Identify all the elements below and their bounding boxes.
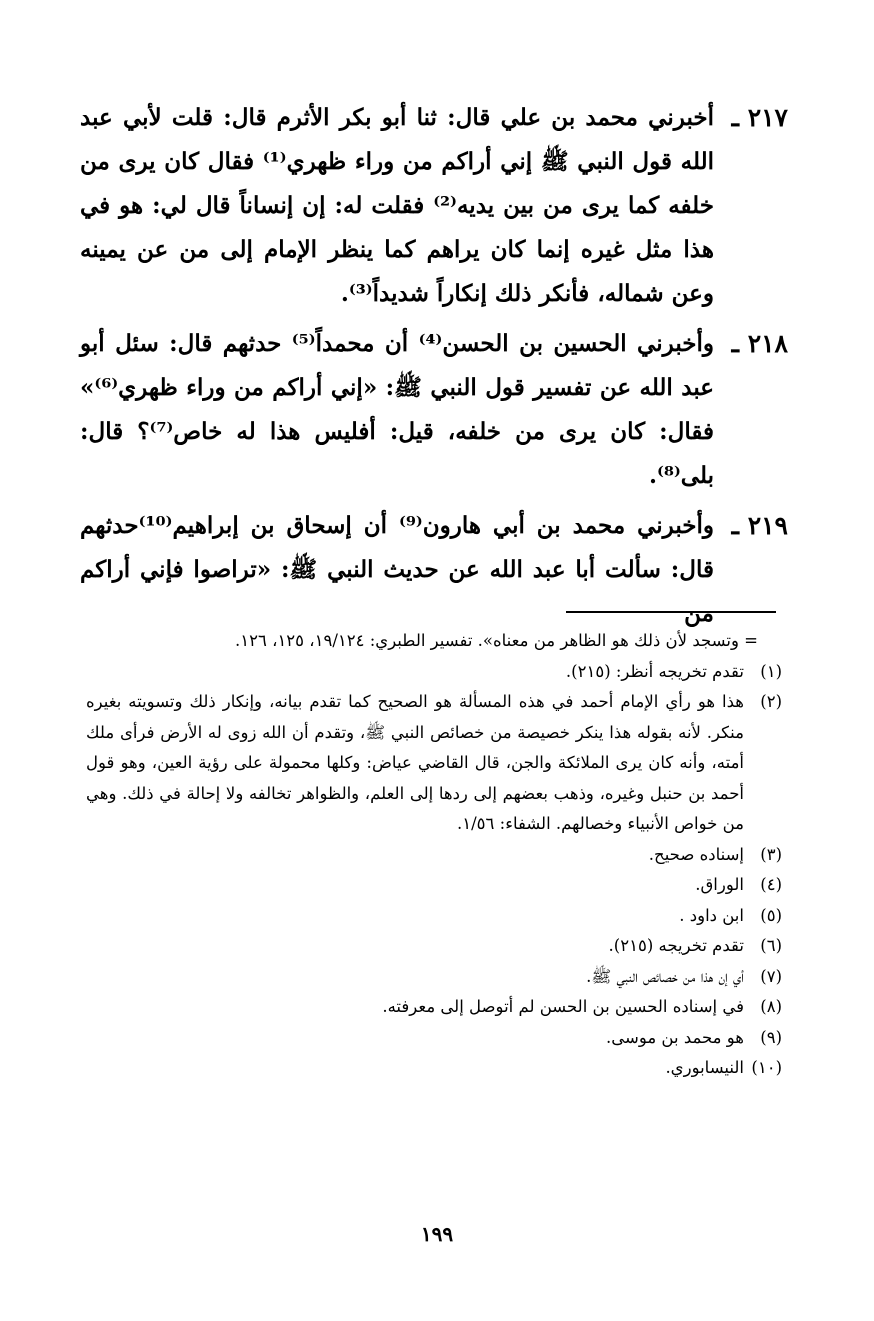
footnote-number: (٤) (760, 875, 782, 894)
footnote-number: (١) (760, 661, 782, 681)
entry-217 (80, 96, 788, 316)
entry-text: أخبرني محمد بن علي قال: ثنا أبو بكر الأثرم قال: قلت لأبي عبد الله قول النبي ﷺ إني أراكم من وراء ظهري⁽¹⁾ فقال كان يرى من خلفه كما يرى من بين يديه⁽²⁾ فقلت له: إن إنساناً قال لي: هو في هذا مثل غيره إنما كان يراهم كما ينظر الإمام إلى من عن يمينه وعن شماله، فأنكر ذلك إنكاراً شديداً⁽³⁾. (80, 104, 715, 307)
footnote-text: إسناده صحيح. (648, 844, 744, 864)
footnote-number: (٢) (760, 692, 782, 711)
footnote-number: (١٠) (751, 1058, 782, 1077)
footnotes (86, 626, 782, 1084)
footnote (86, 870, 782, 901)
footnote-number: (٥) (760, 905, 782, 925)
footnote-text: هو محمد بن موسى. (606, 1027, 744, 1047)
footnote-text: أي إن هذا من خصائص النبي ﷺ. (586, 966, 744, 986)
page-number: ١٩٩ (420, 1222, 454, 1246)
entry-number: ٢١٧ ـ (731, 103, 788, 132)
footnote (86, 840, 782, 871)
footnote-number: (٨) (760, 997, 782, 1016)
footnote-text: هذا هو رأي الإمام أحمد في هذه المسألة هو الصحيح كما تقدم بيانه، وإنكار ذلك وتسويته بغيره منكر. لأنه بقوله هذا ينكر خصيصة من خصائص النبي ﷺ، وتقدم أن الله زوى له الأرض فرأى ملك أمته، وأنه كان يرى الملائكة والجن، قال القاضي عياض: وكلها محمولة على رؤية العين، وهو قول أحمد بن حنبل وغيره، وذهب بعضهم إلى ردها إلى العلم، والظواهر تخالفه ولا إحالة في ذلك. وهي من خواص الأنبياء وخصالهم. الشفاء: ١/٥٦. (86, 692, 744, 833)
footnote-continuation: = وتسجد لأن ذلك هو الظاهر من معناه». تفسير الطبري: ١٩/١٢٤، ١٢٥، ١٢٦. (235, 631, 758, 650)
footnote-text: في إسناده الحسين بن الحسن لم أتوصل إلى معرفته. (382, 997, 744, 1016)
main-text (80, 96, 788, 642)
entry-number: ٢١٨ ـ (731, 329, 788, 358)
footnote (86, 1053, 782, 1084)
footnote (86, 962, 782, 993)
footnote-text: تقدم تخريجه (٢١٥). (608, 936, 744, 955)
footnote-text: ابن داود . (679, 905, 744, 925)
footnote-number: (٦) (760, 936, 782, 955)
footnote-text: تقدم تخريجه أنظر: (٢١٥). (565, 661, 744, 681)
footnote (86, 1023, 782, 1054)
footnote (86, 687, 782, 840)
footnote (86, 931, 782, 962)
footnote (86, 901, 782, 932)
footnote (86, 992, 782, 1023)
footnote-number: (٧) (760, 966, 782, 986)
footnote-divider (566, 611, 776, 613)
footnote-text: الوراق. (695, 875, 744, 894)
footnote-number: (٣) (760, 844, 782, 864)
footnote-text: النيسابوري. (665, 1058, 744, 1077)
entry-number: ٢١٩ ـ (731, 511, 788, 540)
footnote-number: (٩) (760, 1027, 782, 1047)
entry-219 (80, 504, 788, 636)
entry-text: وأخبرني الحسين بن الحسن⁽⁴⁾ أن محمداً⁽⁵⁾ حدثهم قال: سئل أبو عبد الله عن تفسير قول النبي ﷺ: «إني أراكم من وراء ظهري⁽⁶⁾» فقال: كان يرى من خلفه، قيل: أفليس هذا له خاص⁽⁷⁾؟ قال: بلى⁽⁸⁾. (80, 330, 714, 489)
entry-text: وأخبرني محمد بن أبي هارون⁽⁹⁾ أن إسحاق بن إبراهيم⁽¹⁰⁾حدثهم قال: سألت أبا عبد الله عن حديث النبي ﷺ: «تراصوا فإني أراكم من (80, 512, 715, 627)
footnote (86, 657, 782, 688)
entry-218 (80, 322, 788, 498)
